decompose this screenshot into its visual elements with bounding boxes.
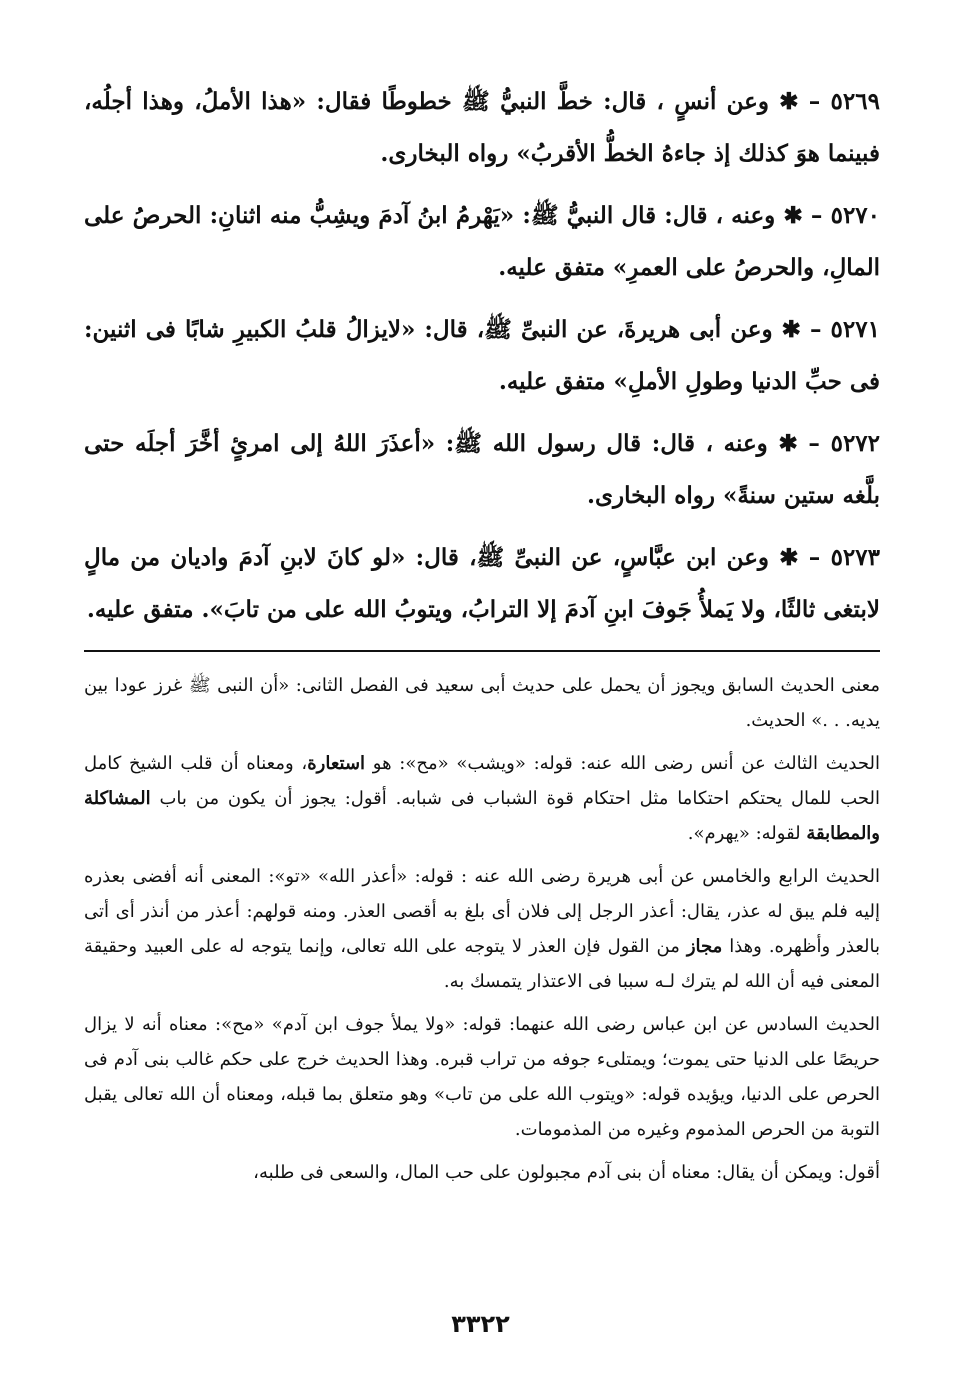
star-marker-icon: ✱ [778,430,798,457]
hadith-text: وعن أبى هريرةَ، عن النبىِّ ﷺ، قال: «لايزالُ قلبُ الكبيرِ شابًا فى اثنين: فى حبِّ الدنيا وطولِ الأملِ» متفق عليه. [84,316,880,395]
footnote-5: أقول: ويمكن أن يقال: معناه أن بنى آدم مجبولون على حب المال، والسعى فى طلبه، [253,1162,880,1183]
hadith-5269: ٥٢٦٩ – ✱ وعن أنسٍ ، قال: خطَّ النبيُّ ﷺ خطوطًا فقال: «هذا الأملُ، وهذا أجلُه، فبينما هوَ كذلك إذ جاءهُ الخطُّ الأقربُ» رواه البخارى. [84,88,880,167]
hadith-number: ٥٢٧٢ [830,430,881,457]
hadith-5270: ٥٢٧٠ – ✱ وعنه ، قال: قال النبيُّ ﷺ: «يَهْرمُ ابنُ آدمَ ويشِبُّ منه اثنانِ: الحرصُ على المالِ، والحرصُ على العمرِ» متفق عليه. [84,202,881,281]
footnote-text: من القول فإن العذر لا يتوجه على الله تعالى، وإنما يتوجه له على العبيد وحقيقة المعنى فيه أن الله لم يترك لـه سببا فى الاعتذار يتمسك به. [84,936,880,992]
footnote-text: الحديث الرابع والخامس عن أبى هريرة رضى الله عنه : قوله: «أعذر الله» «تو»: المعنى أنه أفضى بعذره إليه فلم يبق له عذر، يقال: أعذر الرجل إلى فلان أى بلغ به أقصى العذر. ومنه قولهم: أعذر من أنذر أى أتى بالعذر وأظهره. وهذا [84,866,880,957]
star-marker-icon: ✱ [781,316,801,343]
footnote-bold-term: المشاكلة والمطابقة [84,788,880,844]
hadith-text: وعنه ، قال: قال رسول الله ﷺ: «أعذَرَ اللهُ إلى امرئٍ أخَّرَ أجلَه حتى بلَّغه ستين سنةً» رواه البخارى. [84,430,880,509]
hadith-number: ٥٢٦٩ [830,88,880,115]
hadith-number: ٥٢٧٣ [830,544,880,571]
footnote-divider [84,650,880,652]
star-marker-icon: ✱ [783,202,803,229]
hadith-number: ٥٢٧٠ [830,202,881,229]
star-marker-icon: ✱ [779,544,799,571]
hadith-text: وعن ابن عبَّاسٍ، عن النبىِّ ﷺ، قال: «لو كانَ لابنِ آدمَ واديان من مالٍ لابتغى ثالثًا، ولا يَملأُ جَوفَ ابنِ آدمَ إلا الترابُ، ويتوبُ الله على من تابَ». متفق عليه. [84,544,880,623]
footnote-text: ، ومعناه أن قلب الشيخ كامل الحب للمال يحتكم احتكاما مثل احتكام قوة الشباب فى شبابه. أقول: يجوز أن يكون من باب [84,753,880,809]
footnote-bold-term: مجاز [686,936,723,957]
footnote-text: لقوله: «يهرم». [687,823,807,844]
footnote-text: الحديث الثالث عن أنس رضى الله عنه: قوله: «ويشب» «مح»: هو [365,753,880,774]
hadith-5273: ٥٢٧٣ – ✱ وعن ابن عبَّاسٍ، عن النبىِّ ﷺ، قال: «لو كانَ لابنِ آدمَ واديان من مالٍ لابتغى ثالثًا، ولا يَملأُ جَوفَ ابنِ آدمَ إلا الترابُ، ويتوبُ الله على من تابَ». متفق عليه. [84,544,880,623]
star-marker-icon: ✱ [779,88,799,115]
footnote-bold-term: استعارة [307,753,366,774]
footnote-3 [84,859,880,999]
page-number: ٣٣٢٢ [451,1310,510,1338]
hadith-text: وعن أنسٍ ، قال: خطَّ النبيُّ ﷺ خطوطًا فقال: «هذا الأملُ، وهذا أجلُه، فبينما هوَ كذلك إذ جاءهُ الخطُّ الأقربُ» رواه البخارى. [84,88,880,167]
footnote-2 [84,746,880,851]
footnote-1: معنى الحديث السابق ويجوز أن يحمل على حديث أبى سعيد فى الفصل الثانى: «أن النبى ﷺ غرز عودا بين يديه. . .» الحديث. [84,675,880,731]
hadith-text: وعنه ، قال: قال النبيُّ ﷺ: «يَهْرمُ ابنُ آدمَ ويشِبُّ منه اثنانِ: الحرصُ على المالِ، والحرصُ على العمرِ» متفق عليه. [84,202,880,281]
hadith-5272: ٥٢٧٢ – ✱ وعنه ، قال: قال رسول الله ﷺ: «أعذَرَ اللهُ إلى امرئٍ أخَّرَ أجلَه حتى بلَّغه ستين سنةً» رواه البخارى. [84,430,881,509]
footnote-4: الحديث السادس عن ابن عباس رضى الله عنهما: قوله: «ولا يملأ جوف ابن آدم» «مح»: معناه أنه لا يزال حريصًا على الدنيا حتى يموت؛ ويمتلىء جوفه من تراب قبره. وهذا الحديث خرج على حكم غالب بنى آدم فى الحرص على الدنيا، ويؤيده قوله: «ويتوب الله على من تاب» وهو متعلق بما قبله، ومعناه أن الله تعالى يقبل التوبة من الحرص المذموم وغيره من المذمومات. [84,1014,880,1140]
hadith-number: ٥٢٧١ [830,316,880,343]
hadith-5271: ٥٢٧١ – ✱ وعن أبى هريرةَ، عن النبىِّ ﷺ، قال: «لايزالُ قلبُ الكبيرِ شابًا فى اثنين: فى حبِّ الدنيا وطولِ الأملِ» متفق عليه. [84,316,880,395]
page-body [84,76,880,1198]
